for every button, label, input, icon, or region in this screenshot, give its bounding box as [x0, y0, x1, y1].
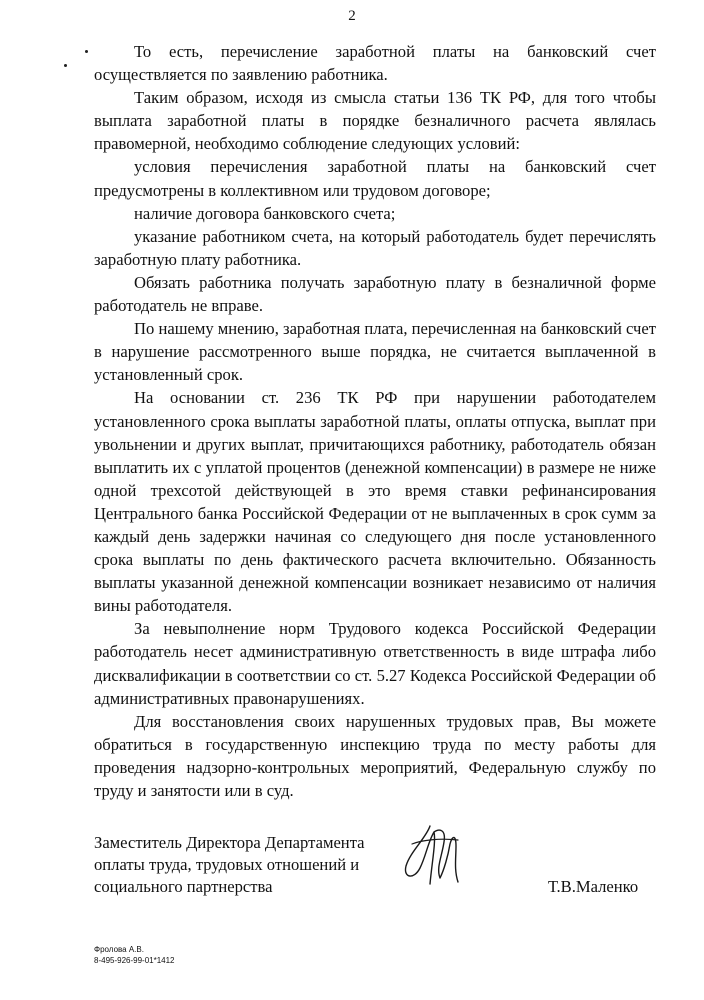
handwritten-signature [400, 822, 464, 892]
paragraph: На основании ст. 236 ТК РФ при нарушении работодателем установленного срока выплаты заработной платы, оплаты отпуска, выплат при увольнении и других выплат, причитающихся работнику, работодатель обязан выплатить их с уплатой процентов (денежной компенсации) в размере не ниже одной трехсотой действующей в это время ставки рефинансирования Центрального банка Российской Федерации от не выплаченных в срок сумм за каждый день задержки начиная со следующего дня после установленного срока выплаты по день фактического расчета включительно. Обязанность выплаты указанной денежной компенсации возникает независимо от наличия вины работодателя. [94, 388, 656, 616]
list-condition: наличие договора банковского счета; [134, 203, 396, 223]
paragraph: За невыполнение норм Трудового кодекса Российской Федерации работодатель несет административную ответственность в виде штрафа либо дисквалификации в соответствии со ст. 5.27 Кодекса Российской Федерации об административных правонарушениях. [94, 619, 656, 708]
list-condition: условия перечисления заработной платы на банковский счет предусмотрены в коллективном или трудовом договоре; [94, 157, 656, 200]
paragraph: Для восстановления своих нарушенных трудовых прав, Вы можете обратиться в государственную инспекцию труда по месту работы для проведения надзорно-контрольных мероприятий, Федеральную службу по труду и занятости или в суд. [94, 711, 656, 800]
signatory-position [94, 832, 365, 898]
executor-name: Фролова А.В. [94, 945, 144, 954]
page-number: 2 [348, 8, 356, 24]
position-line: Заместитель Директора Департамента [94, 833, 365, 852]
scan-speck [85, 50, 88, 53]
signer-name: Т.В.Маленко [548, 877, 639, 896]
position-line: социального партнерства [94, 877, 273, 896]
paragraph: Обязать работника получать заработную плату в безналичной форме работодатель не вправе. [94, 272, 656, 316]
paragraph: По нашему мнению, заработная плата, перечисленная на банковский счет в нарушение рассмотренного выше порядка, не считается выплаченной в установленный срок. [94, 319, 656, 385]
position-line: оплаты труда, трудовых отношений и [94, 855, 360, 874]
paragraph: Таким образом, исходя из смысла статьи 136 ТК РФ, для того чтобы выплата заработной платы в порядке безналичного расчета являлась правомерной, необходимо соблюдение следующих условий: [94, 88, 656, 154]
executor-footer [94, 944, 175, 966]
letter-body [94, 40, 656, 802]
scan-speck [64, 64, 67, 67]
paragraph: То есть, перечисление заработной платы на банковский счет осуществляется по заявлению работника. [94, 42, 656, 85]
executor-phone: 8-495-926-99-01*1412 [94, 956, 175, 965]
list-condition: указание работником счета, на который работодатель будет перечислять заработную плату работника. [94, 226, 656, 269]
